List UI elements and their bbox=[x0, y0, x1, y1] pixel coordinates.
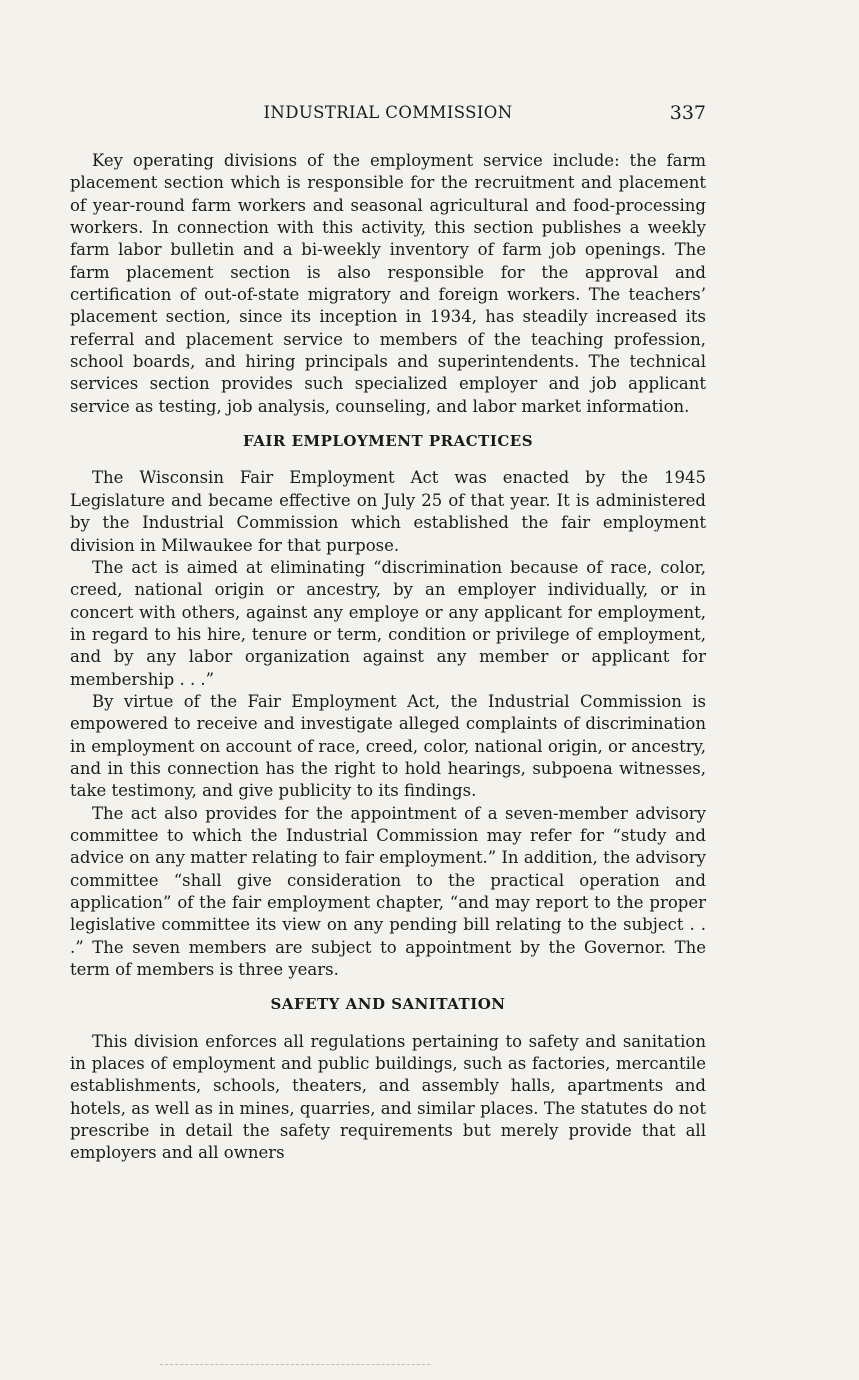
paragraph-fair-employment-act: The Wisconsin Fair Employment Act was enacted by the 1945 Legislature and became effective on July 25 of that year. It is administered by the Industrial Commission which established the fair employment division in Milwaukee for that purpose. bbox=[70, 468, 706, 555]
paragraph-act-aim: The act is aimed at eliminating “discrimination because of race, color, creed, national origin or ancestry, by an employer individually, or in concert with others, against any employe or any applicant for employment, in regard to his hire, tenure or term, condition or privilege of employment, and by any labor organization against any member or applicant for membership . . .” bbox=[70, 557, 706, 689]
page-number: 337 bbox=[669, 102, 706, 124]
page-header bbox=[70, 103, 706, 127]
paragraph-advisory-committee: The act also provides for the appointment of a seven-member advisory committee to which the Industrial Commission may refer for “study and advice on any matter relating to fair employment.” In addition, the advisory committee “shall give consideration to the practical operation and application” of the fair employment chapter, “and may report to the proper legislative committee its view on any pending bill relating to the subject . . .” The seven members are subject to appointment by the Governor. The term of members is three years. bbox=[70, 803, 706, 980]
paragraph-employment-divisions: Key operating divisions of the employment service include: the farm placement section which is responsible for the recruitment and placement of year-round farm workers and seasonal agricultural and food-processing workers. In connection with this activity, this section publishes a weekly farm labor bulletin and a bi-weekly inventory of farm job openings. The farm placement section is also responsible for the approval and certification of out-of-state migratory and foreign workers. The teachers’ placement section, since its inception in 1934, has steadily increased its referral and placement service to members of the teaching profession, school boards, and hiring principals and superintendents. The technical services section provides such specialized employer and job applicant service as testing, job analysis, counseling, and labor market information. bbox=[70, 151, 706, 416]
running-head: INDUSTRIAL COMMISSION bbox=[263, 103, 513, 122]
page-body bbox=[70, 150, 706, 1165]
section-heading-safety-sanitation: SAFETY AND SANITATION bbox=[270, 995, 506, 1014]
paragraph-commission-powers: By virtue of the Fair Employment Act, the Industrial Commission is empowered to receive and investigate alleged complaints of discrimination in employment on account of race, creed, color, national origin, or ancestry, and in this connection has the right to hold hearings, subpoena witnesses, take testimony, and give publicity to its findings. bbox=[70, 691, 706, 801]
paragraph-safety-division: This division enforces all regulations pertaining to safety and sanitation in places of employment and public buildings, such as factories, mercantile establishments, schools, theaters, and assembly halls, apartments and hotels, as well as in mines, quarries, and similar places. The statutes do not prescribe in detail the safety requirements but merely provide that all employers and all owners bbox=[70, 1031, 706, 1163]
section-heading-fair-employment: FAIR EMPLOYMENT PRACTICES bbox=[242, 432, 534, 451]
footer-rule bbox=[160, 1364, 430, 1365]
